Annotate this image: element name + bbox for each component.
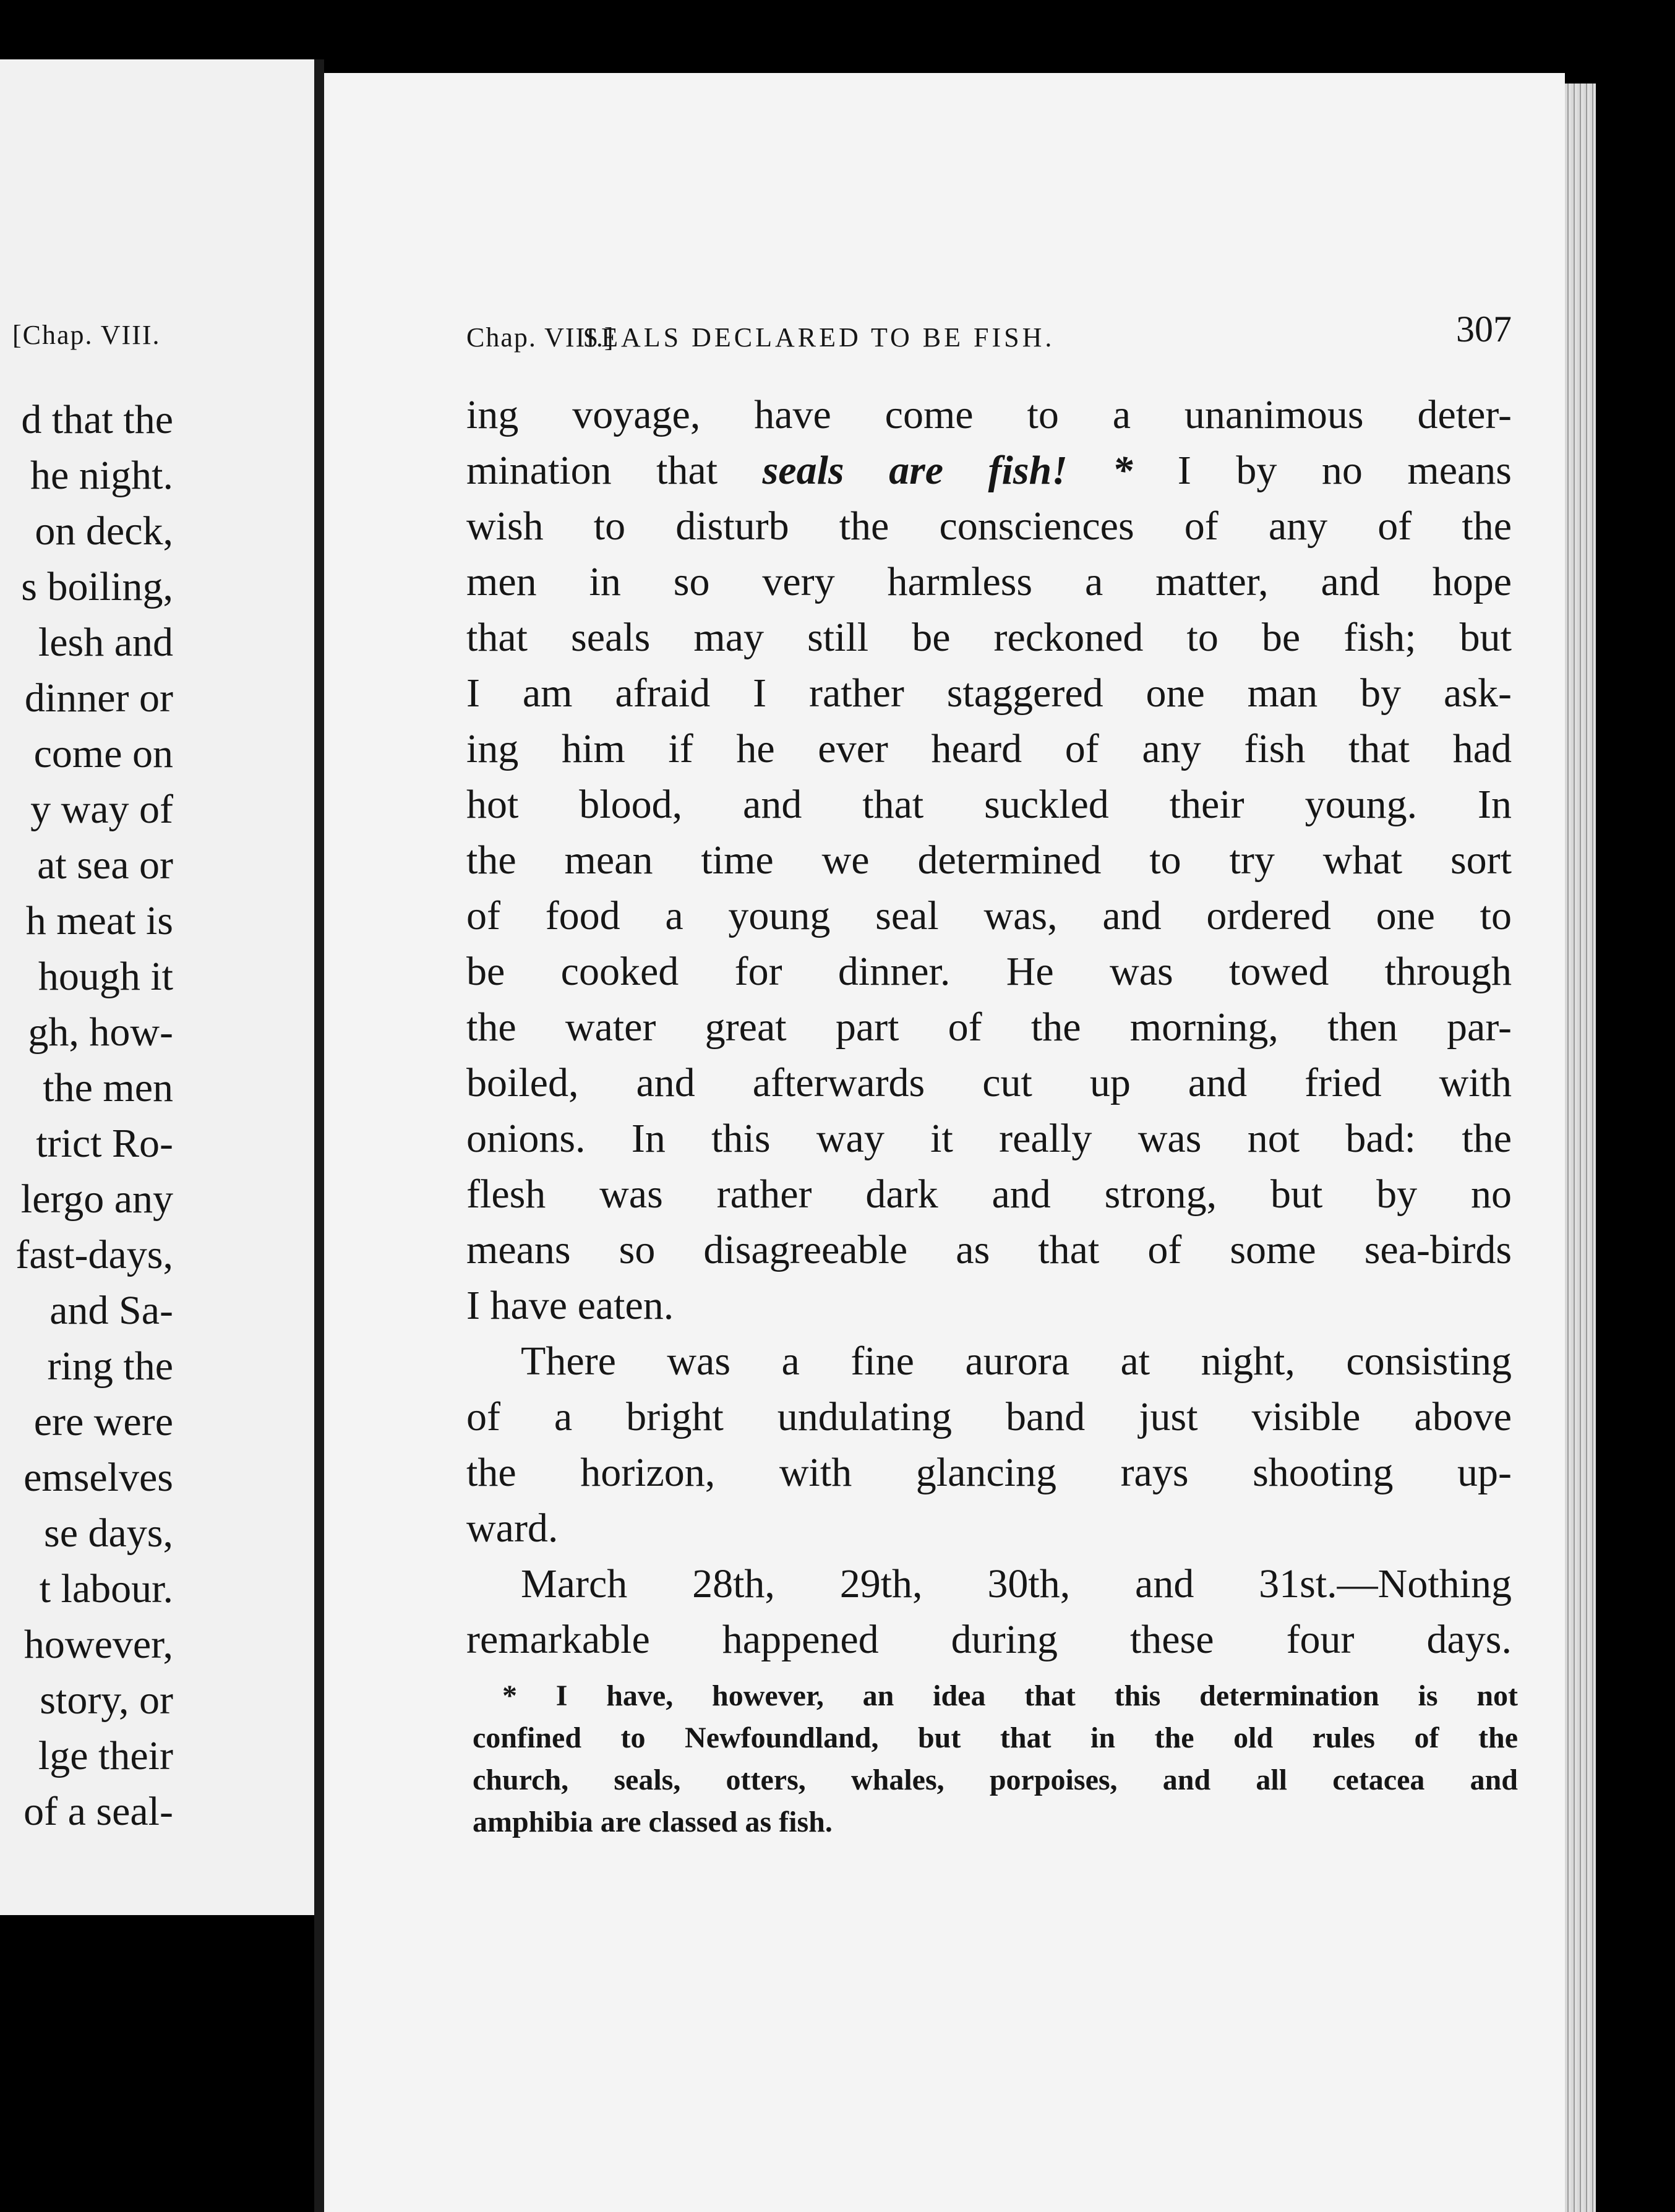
text-line: onions. In this way it really was not bad: the [466,1116,1512,1161]
footnote [473,1675,1518,1843]
text-line: boiled, and afterwards cut up and fried with [466,1060,1512,1105]
left-text-line: y way of [30,787,173,832]
text-line: wish to disturb the consciences of any of the [466,504,1512,549]
left-text-line: se days, [44,1511,173,1556]
paragraph-start: There was a fine aurora at night, consisting [521,1339,1512,1384]
left-text-line: gh, how- [28,1010,173,1055]
text-line: ward. [466,1506,559,1551]
text-line: means so disagreeable as that of some sea-birds [466,1227,1512,1272]
chapter-label: Chap. VIII.] [466,322,615,353]
text-line: of food a young seal was, and ordered one to [466,893,1512,938]
text-line: the water great part of the morning, then par- [466,1005,1512,1050]
page-number: 307 [1456,309,1512,349]
footnote-line: church, seals, otters, whales, porpoises, and all cetacea and [473,1764,1518,1796]
text-line: remarkable happened during these four days. [466,1617,1512,1662]
right-page [324,73,1565,2212]
text-line: hot blood, and that suckled their young. In [466,782,1512,827]
paragraph-start: March 28th, 29th, 30th, and 31st.—Nothing [521,1561,1512,1606]
left-text-line: lesh and [38,620,173,665]
left-text-line: ring the [47,1344,173,1389]
text-line: the mean time we determined to try what sort [466,838,1512,883]
text-line: be cooked for dinner. He was towed through [466,949,1512,994]
text-line: men in so very harmless a matter, and hope [466,559,1512,604]
text-line-with-emphasis: mination that seals are fish! * I by no means [466,448,1512,493]
gutter-shadow [314,59,324,2212]
footnote-line: amphibia are classed as fish. [473,1806,833,1838]
running-head [466,308,1512,376]
text-line: I am afraid I rather staggered one man by ask- [466,671,1512,716]
left-text-line: h meat is [25,898,173,943]
left-text-line: hough it [38,954,173,999]
running-title: SEALS DECLARED TO BE FISH. [583,322,1055,353]
page-fore-edge [1565,84,1596,2212]
left-text-line: dinner or [24,675,173,721]
text-line: ing him if he ever heard of any fish that had [466,726,1512,771]
left-text-line: trict Ro- [36,1121,173,1166]
left-text-line: come on [33,731,173,776]
left-text-line: of a seal- [24,1789,173,1834]
left-text-line: however, [24,1622,173,1667]
left-text-line: the men [43,1065,173,1110]
left-text-line: he night. [30,453,173,498]
left-text-line: t labour. [39,1566,173,1611]
left-text-line: emselves [24,1455,173,1500]
text-line: flesh was rather dark and strong, but by no [466,1172,1512,1217]
text-line: ing voyage, have come to a unanimous deter- [466,392,1512,437]
left-text-line: and Sa- [49,1288,173,1333]
left-text-line: lergo any [20,1177,173,1222]
text-line: that seals may still be reckoned to be fish; but [466,615,1512,660]
text-line: I have eaten. [466,1283,674,1328]
left-text-line: s boiling, [21,564,173,609]
body-text [466,387,1512,1668]
footnote-line: * I have, however, an idea that this determination is not [502,1679,1518,1712]
text-line: the horizon, with glancing rays shooting up- [466,1450,1512,1495]
left-text-line: story, or [40,1678,173,1723]
left-text-line: at sea or [37,842,173,888]
left-text-line: on deck, [35,508,173,554]
left-text-line: fast-days, [15,1232,173,1277]
left-running-head: [Chap. VIII. [12,320,161,350]
footnote-line: confined to Newfoundland, but that in the old rules of the [473,1721,1518,1754]
left-text-line: lge their [38,1733,173,1778]
left-page [0,59,314,1915]
text-line: of a bright undulating band just visible above [466,1394,1512,1439]
left-text-line: d that the [21,397,173,442]
left-text-line: ere were [33,1399,173,1444]
emphasis-seals-are-fish: seals are fish! * [762,448,1133,493]
